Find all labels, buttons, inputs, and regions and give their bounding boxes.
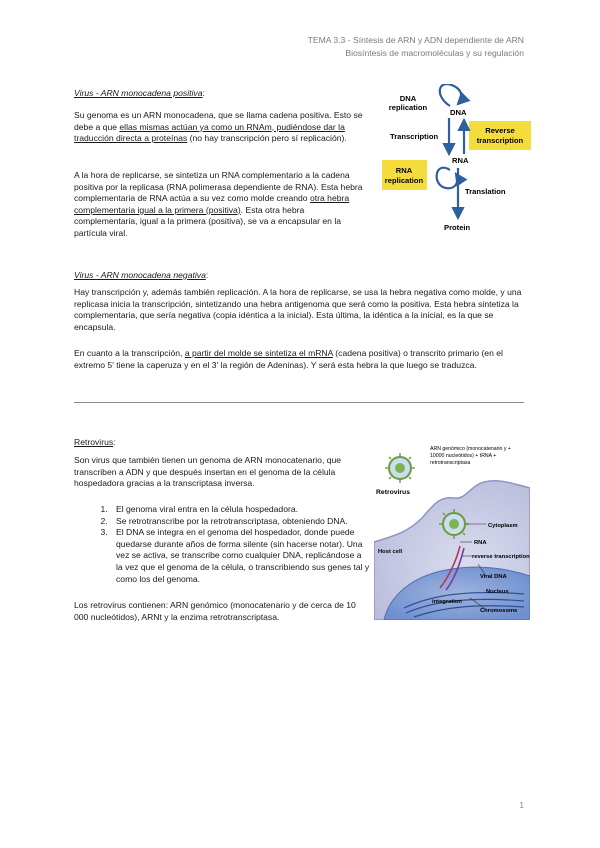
paragraph-negative-replication: Hay transcripción y, además también replicación. A la hora de replicarse, se usa la hebra negativa como molde, y una replicasa inicia la transcripción, sintetizando una hebra antigenoma que será como la positiva. Esta hebra sintetiza la complementaria, que sería negativa (copia idéntica a la inicial). Esta última, la idéntica a la inicial, es la que se encapsula. [74, 287, 522, 332]
running-header [308, 34, 524, 60]
label-protein: Protein [444, 223, 471, 232]
underlined-text: otra hebra complementaria igual a la primera (positiva) [74, 193, 350, 215]
caption-line-1: ARN genómico (monocatenario y + [430, 446, 511, 452]
label-integration: integration [432, 599, 462, 605]
label-rna-replication-2: replication [384, 176, 424, 185]
section-title-text: Virus - ARN monocadena positiva [74, 88, 203, 98]
rna-replication-highlight [382, 160, 427, 190]
paragraph-retrovirus-contents: Los retrovirus contienen: ARN genómico (monocatenario y de cerca de 10 000 nucleótidos), ARNt y la enzima retrotranscriptasa. [74, 600, 356, 622]
section-title-retrovirus [74, 432, 116, 450]
label-chromosome: Chromosome [480, 608, 518, 614]
section-title-positive [74, 83, 205, 101]
paragraph-text: (no hay transcripción pero sí replicación). [187, 133, 347, 144]
section-title-colon: : [205, 270, 209, 280]
rna-replication-arrow [437, 168, 458, 189]
label-dna: DNA [450, 108, 467, 117]
paragraph-positive-genome [74, 110, 370, 145]
retrovirus-particle [385, 453, 415, 483]
header-line-2: Biosíntesis de macromoléculas y su regulación [345, 48, 524, 58]
caption-line-3: retrotranscriptasa [430, 460, 471, 466]
dna-replication-arrow [440, 84, 461, 106]
step-item: 2. Se retrotranscribe por la retrotranscriptasa, obteniendo DNA. [110, 516, 370, 528]
section-title-colon: : [113, 437, 116, 447]
paragraph-text: En cuanto a la transcripción, [74, 348, 185, 358]
central-dogma-diagram [382, 84, 532, 236]
label-nucleus: Nucleus [486, 589, 509, 595]
header-line-1: TEMA 3.3 - Síntesis de ARN y ADN dependiente de ARN [307, 35, 524, 45]
label-translation: Translation [465, 187, 506, 196]
retrovirus-steps [74, 504, 370, 585]
step-item: 3. El DNA se integra en el genoma del hospedador, donde puede quedarse durante años de forma silente (sin hacerse notar). Una vez se activa, se transcribe como cualquier DNA, replicándose a la vez que el genoma de la célula, o transcribiendo sus genes tal y como los del genoma. [110, 527, 370, 585]
label-reverse-transcription: reverse transcription [472, 554, 530, 560]
page-number: 1 [519, 800, 524, 810]
section-title-text: Virus - ARN monocadena negativa [74, 270, 206, 280]
label-cytoplasm: Cytoplasm [488, 523, 518, 529]
label-host-cell: Host cell [378, 549, 403, 555]
label-dna-replication-1: DNA [399, 94, 417, 103]
paragraph-retrovirus-intro: Son virus que también tienen un genoma de ARN monocatenario, que transcriben a ADN y que después insertan en el genoma de la célula hospedadora gracias a la transcriptasa inversa. [74, 455, 342, 489]
paragraph-negative-transcription [74, 348, 526, 371]
step-item: 1. El genoma viral entra en la célula hospedadora. [110, 504, 370, 516]
section-title-text: Retrovirus [74, 437, 114, 447]
label-dna-replication-2: replication [388, 103, 428, 112]
underlined-text: a partir del molde se sintetiza el mRNA [184, 348, 333, 358]
retrovirus-diagram [374, 444, 530, 620]
underlined-text: ellas mismas actúan ya como un RNAm, pudiéndose dar la traducción directa a proteínas [74, 121, 345, 144]
section-divider [74, 402, 524, 403]
section-title-colon: : [202, 88, 205, 98]
section-title-negative [74, 265, 208, 283]
label-viral-dna: Viral DNA [480, 574, 507, 580]
label-rna: RNA [452, 156, 469, 165]
label-reverse-1: Reverse [485, 126, 515, 135]
label-retrovirus: Retrovirus [376, 489, 410, 496]
label-reverse-2: transcription [476, 136, 524, 145]
caption-line-2: 10000 nucleótidos) + tRNA + [430, 453, 497, 459]
label-rna: RNA [474, 540, 487, 546]
paragraph-text: . Esta otra hebra complementaria, igual a la primera (positiva), se va a encapsular en la partícula viral. [74, 204, 342, 238]
paragraph-positive-replication [74, 170, 370, 240]
paragraph-text: A la hora de replicarse, se sintetiza un RNA complementario a la cadena positiva por la replicasa (RNA polimerasa dependiente de RNA). Esta hebra complementaria de RNA actúa a su vez como molde creando [74, 170, 363, 204]
paragraph-text: (cadena positiva) o transcrito primario (en el extremo 5' tiene la caperuza y en el 3' la región de Adeninas). Y será esta hebra la que luego se traduzca. [74, 348, 503, 370]
label-rna-replication-1: RNA [395, 166, 413, 175]
label-transcription: Transcription [390, 132, 439, 141]
paragraph-text: Su genoma es un ARN monocadena, que se llama cadena positiva. Esto se debe a que [74, 110, 363, 132]
